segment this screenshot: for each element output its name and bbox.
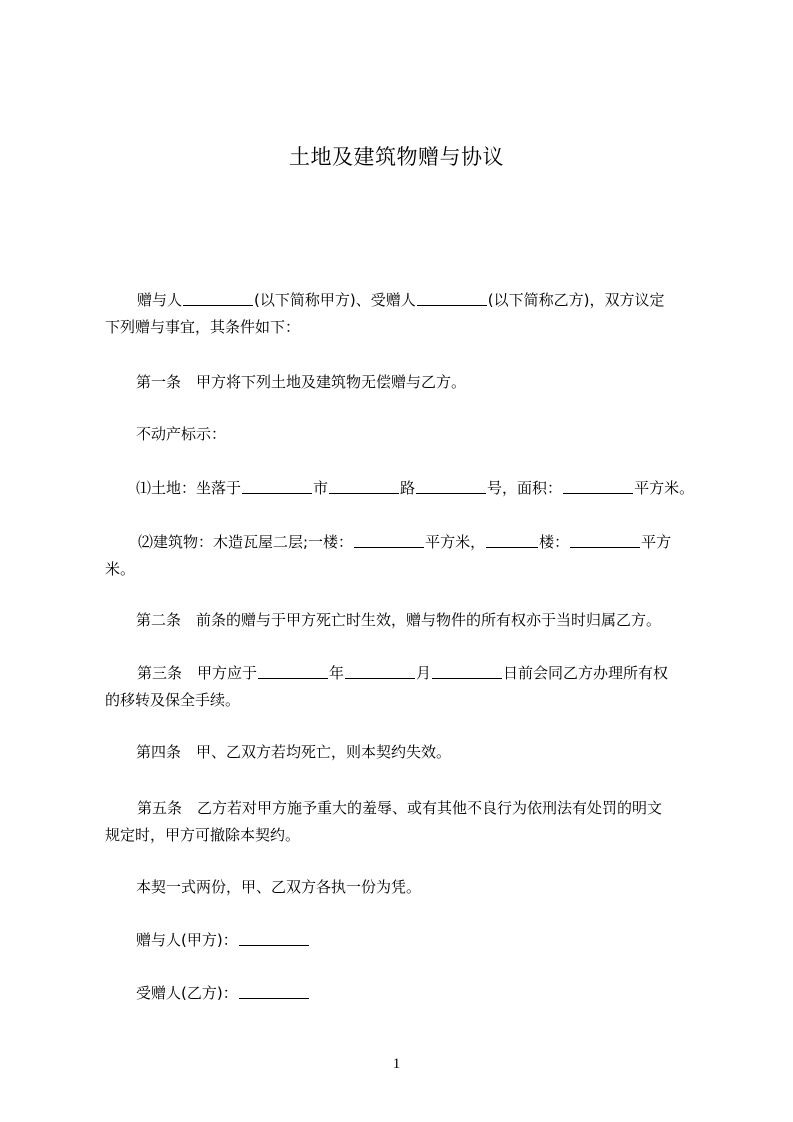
building-text-unit: 平方米， bbox=[425, 533, 486, 551]
article-2: 第二条 前条的赠与于甲方死亡时生效，赠与物件的所有权亦于当时归属乙方。 bbox=[136, 611, 662, 629]
day-blank bbox=[432, 664, 502, 679]
number-blank bbox=[416, 479, 486, 494]
land-text-road: 路 bbox=[400, 479, 416, 497]
copies-statement: 本契一式两份，甲、乙双方各执一份为凭。 bbox=[136, 878, 422, 896]
intro-line-2: 下列赠与事宜，其条件如下： bbox=[105, 318, 301, 336]
intro-text-agree: (以下简称乙方)，双方议定 bbox=[487, 291, 665, 309]
road-blank bbox=[329, 479, 399, 494]
intro-text-donor: 赠与人 bbox=[137, 291, 183, 309]
building-text-floor: 楼： bbox=[539, 533, 570, 551]
first-floor-area-blank bbox=[354, 533, 424, 548]
land-text-city: 市 bbox=[313, 479, 329, 497]
page-number: 1 bbox=[392, 1056, 401, 1072]
article-3-text-start: 第三条 甲方应于 bbox=[137, 664, 258, 682]
land-area-blank bbox=[563, 479, 633, 494]
floor-area-blank bbox=[570, 533, 640, 548]
article-3-line-1 bbox=[105, 660, 705, 687]
floor-number-blank bbox=[486, 533, 538, 548]
land-text-unit: 平方米。 bbox=[634, 479, 695, 497]
building-text-first-floor: ⑵建筑物：木造瓦屋二层;一楼： bbox=[138, 533, 354, 551]
land-item bbox=[136, 475, 736, 502]
city-blank bbox=[242, 479, 312, 494]
donee-signature-label: 受赠人(乙方)： bbox=[136, 984, 238, 1002]
land-text-location: ⑴土地：坐落于 bbox=[136, 479, 242, 497]
article-5 bbox=[105, 795, 705, 849]
intro-line-1 bbox=[105, 287, 705, 314]
building-line-2: 米。 bbox=[105, 560, 136, 578]
article-3 bbox=[105, 660, 705, 714]
donor-name-blank bbox=[183, 291, 253, 306]
building-line-1 bbox=[105, 529, 705, 556]
article-5-line-1: 第五条 乙方若对甲方施予重大的羞辱、或有其他不良行为依刑法有处罚的明文 bbox=[137, 799, 663, 817]
year-blank bbox=[258, 664, 328, 679]
intro-paragraph bbox=[105, 287, 705, 341]
article-1: 第一条 甲方将下列土地及建筑物无偿赠与乙方。 bbox=[136, 373, 467, 391]
building-text-unit-2: 平方 bbox=[641, 533, 672, 551]
intro-text-donee: (以下简称甲方)、受赠人 bbox=[254, 291, 416, 309]
month-blank bbox=[345, 664, 415, 679]
article-3-text-year: 年 bbox=[329, 664, 345, 682]
donee-signature-line bbox=[136, 980, 736, 1007]
document-title: 土地及建筑物赠与协议 bbox=[289, 145, 504, 169]
building-item bbox=[105, 529, 705, 583]
donor-signature-line bbox=[136, 927, 736, 954]
article-3-text-day: 日前会同乙方办理所有权 bbox=[503, 664, 669, 682]
article-5-line-2: 规定时，甲方可撤除本契约。 bbox=[105, 826, 301, 844]
land-text-area: 号，面积： bbox=[487, 479, 563, 497]
donor-signature-label: 赠与人(甲方)： bbox=[136, 931, 238, 949]
donee-signature-blank bbox=[239, 984, 309, 999]
article-3-line-2: 的移转及保全手续。 bbox=[105, 691, 241, 709]
donor-signature-blank bbox=[239, 931, 309, 946]
article-3-text-month: 月 bbox=[416, 664, 432, 682]
donee-name-blank bbox=[417, 291, 487, 306]
property-heading: 不动产标示： bbox=[136, 425, 227, 443]
article-4: 第四条 甲、乙双方若均死亡，则本契约失效。 bbox=[136, 743, 452, 761]
